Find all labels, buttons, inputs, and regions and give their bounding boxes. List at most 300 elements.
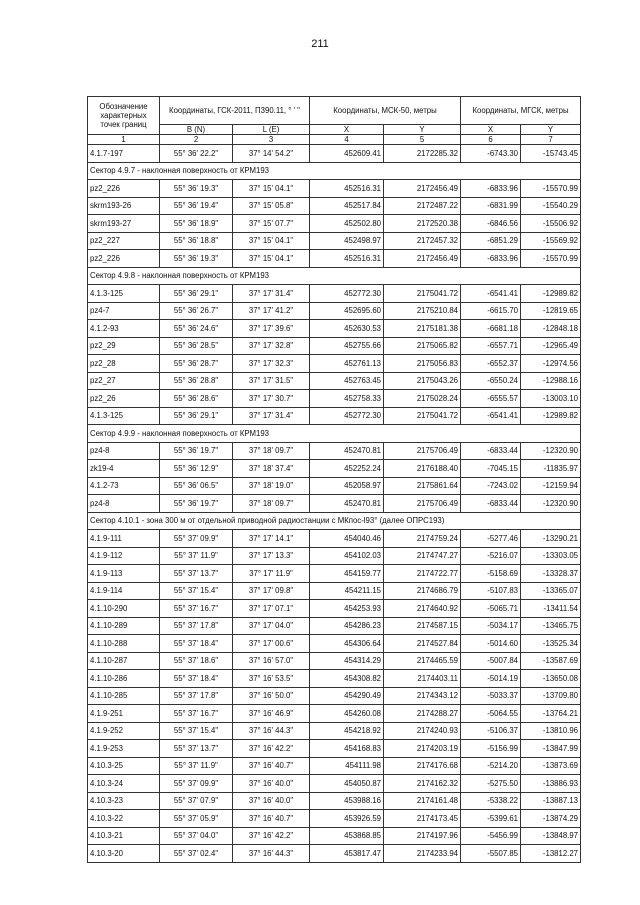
latitude-b: 55° 37' 04.0" <box>160 827 233 845</box>
msk-y: 2175043.26 <box>384 372 461 390</box>
longitude-l: 37° 17' 32.3" <box>233 355 310 373</box>
table-body <box>88 145 581 863</box>
msk-x: 452761.13 <box>310 355 384 373</box>
mgsk-y: -13328.37 <box>521 565 581 583</box>
point-designation: pz4-8 <box>88 495 160 513</box>
table-row <box>88 495 581 513</box>
table-row <box>88 775 581 793</box>
longitude-l: 37° 14' 54.2" <box>233 145 310 163</box>
mgsk-y: -13525.34 <box>521 635 581 653</box>
latitude-b: 55° 36' 28.6" <box>160 390 233 408</box>
msk-x: 454040.46 <box>310 530 384 548</box>
latitude-b: 55° 37' 15.4" <box>160 722 233 740</box>
mgsk-y: -13365.07 <box>521 582 581 600</box>
longitude-l: 37° 16' 42.2" <box>233 740 310 758</box>
point-designation: pz2_27 <box>88 372 160 390</box>
msk-y: 2175706.49 <box>384 495 461 513</box>
mgsk-y: -12819.65 <box>521 302 581 320</box>
latitude-b: 55° 37' 13.7" <box>160 740 233 758</box>
mgsk-y: -13709.80 <box>521 687 581 705</box>
table-row <box>88 285 581 303</box>
msk-y: 2174759.24 <box>384 530 461 548</box>
msk-y: 2174640.92 <box>384 600 461 618</box>
point-designation: 4.1.10-285 <box>88 687 160 705</box>
point-designation: 4.1.10-286 <box>88 670 160 688</box>
table-row <box>88 635 581 653</box>
mgsk-x: -5034.17 <box>461 617 521 635</box>
msk-x: 452758.33 <box>310 390 384 408</box>
point-designation: pz2_26 <box>88 390 160 408</box>
section-title: Сектор 4.9.7 - наклонная поверхность от КРМ193 <box>88 162 581 180</box>
longitude-l: 37° 17' 39.6" <box>233 320 310 338</box>
longitude-l: 37° 17' 41.2" <box>233 302 310 320</box>
table-row <box>88 565 581 583</box>
mgsk-x: -7243.02 <box>461 477 521 495</box>
msk-y: 2172285.32 <box>384 145 461 163</box>
longitude-l: 37° 15' 04.1" <box>233 180 310 198</box>
header-gsk: Координаты, ГСК-2011, П390.11, ° ' " <box>160 97 310 125</box>
table-row <box>88 250 581 268</box>
longitude-l: 37° 18' 19.0" <box>233 477 310 495</box>
latitude-b: 55° 36' 18.8" <box>160 232 233 250</box>
table-row <box>88 810 581 828</box>
msk-y: 2175861.64 <box>384 477 461 495</box>
mgsk-x: -5156.99 <box>461 740 521 758</box>
msk-x: 452763.45 <box>310 372 384 390</box>
column-number: 2 <box>160 135 233 145</box>
latitude-b: 55° 37' 18.4" <box>160 635 233 653</box>
msk-x: 454159.77 <box>310 565 384 583</box>
section-title: Сектор 4.9.9 - наклонная поверхность от КРМ193 <box>88 425 581 443</box>
mgsk-x: -5507.85 <box>461 845 521 863</box>
msk-y: 2174465.59 <box>384 652 461 670</box>
msk-y: 2174233.94 <box>384 845 461 863</box>
msk-x: 452252.24 <box>310 460 384 478</box>
longitude-l: 37° 17' 13.3" <box>233 547 310 565</box>
mgsk-x: -5107.83 <box>461 582 521 600</box>
msk-y: 2175065.82 <box>384 337 461 355</box>
table-row <box>88 617 581 635</box>
table-row <box>88 407 581 425</box>
point-designation: pz2_227 <box>88 232 160 250</box>
longitude-l: 37° 16' 44.3" <box>233 845 310 863</box>
msk-y: 2174173.45 <box>384 810 461 828</box>
longitude-l: 37° 17' 04.0" <box>233 617 310 635</box>
table-row <box>88 827 581 845</box>
longitude-l: 37° 17' 14.1" <box>233 530 310 548</box>
mgsk-x: -5064.55 <box>461 705 521 723</box>
mgsk-y: -12989.82 <box>521 407 581 425</box>
msk-y: 2174240.93 <box>384 722 461 740</box>
longitude-l: 37° 15' 07.7" <box>233 215 310 233</box>
mgsk-y: -13650.08 <box>521 670 581 688</box>
latitude-b: 55° 37' 15.4" <box>160 582 233 600</box>
table-row <box>88 442 581 460</box>
msk-y: 2174203.19 <box>384 740 461 758</box>
mgsk-y: -13465.75 <box>521 617 581 635</box>
table-row <box>88 372 581 390</box>
section-row <box>88 162 581 180</box>
latitude-b: 55° 37' 09.9" <box>160 530 233 548</box>
latitude-b: 55° 37' 16.7" <box>160 600 233 618</box>
table-row <box>88 547 581 565</box>
msk-y: 2174747.27 <box>384 547 461 565</box>
msk-x: 453868.85 <box>310 827 384 845</box>
table-row <box>88 180 581 198</box>
longitude-l: 37° 17' 30.7" <box>233 390 310 408</box>
subheader-y-mgsk: Y <box>521 125 581 135</box>
table-row <box>88 792 581 810</box>
msk-y: 2174197.96 <box>384 827 461 845</box>
longitude-l: 37° 16' 42.2" <box>233 827 310 845</box>
point-designation: 4.1.3-125 <box>88 285 160 303</box>
table-row <box>88 722 581 740</box>
mgsk-x: -6541.41 <box>461 407 521 425</box>
latitude-b: 55° 37' 17.8" <box>160 687 233 705</box>
table-row <box>88 320 581 338</box>
latitude-b: 55° 37' 17.8" <box>160 617 233 635</box>
msk-x: 452058.97 <box>310 477 384 495</box>
table-row <box>88 670 581 688</box>
longitude-l: 37° 15' 04.1" <box>233 232 310 250</box>
msk-x: 452498.97 <box>310 232 384 250</box>
latitude-b: 55° 36' 26.7" <box>160 302 233 320</box>
mgsk-y: -13848.97 <box>521 827 581 845</box>
latitude-b: 55° 36' 28.7" <box>160 355 233 373</box>
longitude-l: 37° 17' 31.4" <box>233 285 310 303</box>
point-designation: skrm193-26 <box>88 197 160 215</box>
msk-x: 452695.60 <box>310 302 384 320</box>
msk-y: 2172457.32 <box>384 232 461 250</box>
msk-x: 454050.87 <box>310 775 384 793</box>
point-designation: pz2_28 <box>88 355 160 373</box>
point-designation: skrm193-27 <box>88 215 160 233</box>
latitude-b: 55° 36' 06.5" <box>160 477 233 495</box>
msk-x: 452772.30 <box>310 285 384 303</box>
subheader-x-mgsk: X <box>461 125 521 135</box>
mgsk-x: -5338.22 <box>461 792 521 810</box>
msk-x: 454102.03 <box>310 547 384 565</box>
latitude-b: 55° 37' 13.7" <box>160 565 233 583</box>
mgsk-x: -5065.71 <box>461 600 521 618</box>
table-row <box>88 197 581 215</box>
header-designation: Обозначение характерных точек границ <box>88 97 160 135</box>
mgsk-x: -5399.61 <box>461 810 521 828</box>
longitude-l: 37° 15' 05.8" <box>233 197 310 215</box>
msk-y: 2175041.72 <box>384 285 461 303</box>
mgsk-y: -15569.92 <box>521 232 581 250</box>
latitude-b: 55° 36' 18.9" <box>160 215 233 233</box>
latitude-b: 55° 36' 19.3" <box>160 180 233 198</box>
table-row <box>88 232 581 250</box>
longitude-l: 37° 18' 09.7" <box>233 495 310 513</box>
column-number: 7 <box>521 135 581 145</box>
mgsk-y: -15570.99 <box>521 180 581 198</box>
msk-x: 454260.08 <box>310 705 384 723</box>
mgsk-x: -6557.71 <box>461 337 521 355</box>
table-row <box>88 477 581 495</box>
latitude-b: 55° 37' 11.9" <box>160 547 233 565</box>
mgsk-x: -6846.56 <box>461 215 521 233</box>
mgsk-x: -6743.30 <box>461 145 521 163</box>
msk-y: 2175028.24 <box>384 390 461 408</box>
mgsk-x: -5014.60 <box>461 635 521 653</box>
latitude-b: 55° 37' 16.7" <box>160 705 233 723</box>
latitude-b: 55° 36' 12.9" <box>160 460 233 478</box>
mgsk-y: -15570.99 <box>521 250 581 268</box>
latitude-b: 55° 36' 29.1" <box>160 285 233 303</box>
msk-y: 2172520.38 <box>384 215 461 233</box>
mgsk-y: -12988.16 <box>521 372 581 390</box>
longitude-l: 37° 17' 11.9" <box>233 565 310 583</box>
table-row <box>88 355 581 373</box>
header-mgsk: Координаты, МГСК, метры <box>461 97 581 125</box>
msk-y: 2175056.83 <box>384 355 461 373</box>
mgsk-x: -6833.44 <box>461 442 521 460</box>
latitude-b: 55° 37' 18.4" <box>160 670 233 688</box>
msk-y: 2176188.40 <box>384 460 461 478</box>
mgsk-x: -6615.70 <box>461 302 521 320</box>
mgsk-y: -12974.56 <box>521 355 581 373</box>
mgsk-y: -13003.10 <box>521 390 581 408</box>
msk-x: 454253.93 <box>310 600 384 618</box>
longitude-l: 37° 17' 31.4" <box>233 407 310 425</box>
point-designation: 4.10.3-23 <box>88 792 160 810</box>
point-designation: 4.1.10-289 <box>88 617 160 635</box>
mgsk-y: -13874.29 <box>521 810 581 828</box>
table-row <box>88 705 581 723</box>
latitude-b: 55° 37' 02.4" <box>160 845 233 863</box>
mgsk-y: -13290.21 <box>521 530 581 548</box>
page-number: 211 <box>311 38 329 50</box>
msk-y: 2174288.27 <box>384 705 461 723</box>
table-row <box>88 215 581 233</box>
point-designation: 4.1.2-73 <box>88 477 160 495</box>
longitude-l: 37° 17' 07.1" <box>233 600 310 618</box>
longitude-l: 37° 16' 50.0" <box>233 687 310 705</box>
msk-x: 452516.31 <box>310 250 384 268</box>
longitude-l: 37° 16' 40.7" <box>233 810 310 828</box>
point-designation: 4.10.3-25 <box>88 757 160 775</box>
latitude-b: 55° 36' 28.8" <box>160 372 233 390</box>
mgsk-x: -5456.99 <box>461 827 521 845</box>
point-designation: 4.1.9-114 <box>88 582 160 600</box>
point-designation: 4.10.3-24 <box>88 775 160 793</box>
msk-x: 454314.29 <box>310 652 384 670</box>
subheader-x-msk: X <box>310 125 384 135</box>
point-designation: 4.1.7-197 <box>88 145 160 163</box>
msk-y: 2174343.12 <box>384 687 461 705</box>
msk-y: 2175041.72 <box>384 407 461 425</box>
latitude-b: 55° 36' 19.7" <box>160 442 233 460</box>
msk-x: 452470.81 <box>310 495 384 513</box>
msk-y: 2174162.32 <box>384 775 461 793</box>
msk-x: 452755.66 <box>310 337 384 355</box>
msk-y: 2174686.79 <box>384 582 461 600</box>
coordinates-table-wrapper <box>87 96 581 863</box>
mgsk-y: -13886.93 <box>521 775 581 793</box>
mgsk-y: -11835.97 <box>521 460 581 478</box>
longitude-l: 37° 16' 57.0" <box>233 652 310 670</box>
column-number: 5 <box>384 135 461 145</box>
table-row <box>88 740 581 758</box>
subheader-y-msk: Y <box>384 125 461 135</box>
subheader-b: B (N) <box>160 125 233 135</box>
point-designation: 4.1.9-253 <box>88 740 160 758</box>
latitude-b: 55° 37' 18.6" <box>160 652 233 670</box>
latitude-b: 55° 36' 19.7" <box>160 495 233 513</box>
msk-x: 454286.23 <box>310 617 384 635</box>
latitude-b: 55° 37' 09.9" <box>160 775 233 793</box>
latitude-b: 55° 36' 28.5" <box>160 337 233 355</box>
mgsk-y: -13303.05 <box>521 547 581 565</box>
msk-y: 2172456.49 <box>384 250 461 268</box>
latitude-b: 55° 36' 29.1" <box>160 407 233 425</box>
table-row <box>88 845 581 863</box>
mgsk-x: -6555.57 <box>461 390 521 408</box>
section-title: Сектор 4.9.8 - наклонная поверхность от КРМ193 <box>88 267 581 285</box>
latitude-b: 55° 36' 19.3" <box>160 250 233 268</box>
msk-y: 2174161.48 <box>384 792 461 810</box>
mgsk-x: -6541.41 <box>461 285 521 303</box>
column-number: 6 <box>461 135 521 145</box>
mgsk-x: -5033.37 <box>461 687 521 705</box>
table-row <box>88 530 581 548</box>
point-designation: 4.10.3-21 <box>88 827 160 845</box>
mgsk-y: -13873.69 <box>521 757 581 775</box>
mgsk-y: -13812.27 <box>521 845 581 863</box>
longitude-l: 37° 16' 40.0" <box>233 792 310 810</box>
table-row <box>88 582 581 600</box>
longitude-l: 37° 16' 40.7" <box>233 757 310 775</box>
mgsk-y: -13587.69 <box>521 652 581 670</box>
msk-x: 453817.47 <box>310 845 384 863</box>
mgsk-y: -12159.94 <box>521 477 581 495</box>
latitude-b: 55° 36' 24.6" <box>160 320 233 338</box>
mgsk-x: -5275.50 <box>461 775 521 793</box>
mgsk-y: -13411.54 <box>521 600 581 618</box>
longitude-l: 37° 17' 31.5" <box>233 372 310 390</box>
longitude-l: 37° 16' 46.9" <box>233 705 310 723</box>
msk-x: 453988.16 <box>310 792 384 810</box>
mgsk-x: -5216.07 <box>461 547 521 565</box>
latitude-b: 55° 36' 22.2" <box>160 145 233 163</box>
point-designation: pz4-8 <box>88 442 160 460</box>
msk-x: 452516.31 <box>310 180 384 198</box>
point-designation: 4.1.9-111 <box>88 530 160 548</box>
latitude-b: 55° 37' 05.9" <box>160 810 233 828</box>
column-number: 4 <box>310 135 384 145</box>
column-number: 3 <box>233 135 310 145</box>
table-row <box>88 652 581 670</box>
msk-x: 454211.15 <box>310 582 384 600</box>
table-row <box>88 757 581 775</box>
mgsk-x: -6833.96 <box>461 180 521 198</box>
table-row <box>88 145 581 163</box>
msk-y: 2172456.49 <box>384 180 461 198</box>
point-designation: pz4-7 <box>88 302 160 320</box>
msk-y: 2174587.15 <box>384 617 461 635</box>
mgsk-x: -5106.37 <box>461 722 521 740</box>
mgsk-x: -5277.46 <box>461 530 521 548</box>
table-row <box>88 460 581 478</box>
msk-x: 454218.92 <box>310 722 384 740</box>
mgsk-x: -5014.19 <box>461 670 521 688</box>
point-designation: 4.1.3-125 <box>88 407 160 425</box>
coordinates-table <box>87 96 581 863</box>
subheader-l: L (E) <box>233 125 310 135</box>
msk-x: 454168.83 <box>310 740 384 758</box>
mgsk-x: -6552.37 <box>461 355 521 373</box>
section-title: Сектор 4.10.1 - зона 300 м от отдельной приводной радиостанции с МКпос-l93° (далее ОПРС193) <box>88 512 581 530</box>
point-designation: 4.1.9-112 <box>88 547 160 565</box>
mgsk-x: -7045.15 <box>461 460 521 478</box>
header-msk: Координаты, МСК-50, метры <box>310 97 461 125</box>
point-designation: 4.1.10-290 <box>88 600 160 618</box>
point-designation: 4.1.9-113 <box>88 565 160 583</box>
table-row <box>88 302 581 320</box>
msk-x: 453926.59 <box>310 810 384 828</box>
msk-x: 454111.98 <box>310 757 384 775</box>
msk-y: 2174722.77 <box>384 565 461 583</box>
msk-x: 452772.30 <box>310 407 384 425</box>
point-designation: 4.1.10-288 <box>88 635 160 653</box>
msk-x: 452630.53 <box>310 320 384 338</box>
msk-x: 452517.84 <box>310 197 384 215</box>
mgsk-y: -13887.13 <box>521 792 581 810</box>
msk-y: 2172487.22 <box>384 197 461 215</box>
latitude-b: 55° 36' 19.4" <box>160 197 233 215</box>
mgsk-y: -13847.99 <box>521 740 581 758</box>
longitude-l: 37° 17' 09.8" <box>233 582 310 600</box>
section-row <box>88 267 581 285</box>
table-row <box>88 337 581 355</box>
mgsk-y: -12965.49 <box>521 337 581 355</box>
point-designation: 4.10.3-20 <box>88 845 160 863</box>
point-designation: zk19-4 <box>88 460 160 478</box>
mgsk-y: -12320.90 <box>521 442 581 460</box>
msk-y: 2175210.84 <box>384 302 461 320</box>
point-designation: 4.10.3-22 <box>88 810 160 828</box>
point-designation: pz2_226 <box>88 250 160 268</box>
mgsk-x: -6833.44 <box>461 495 521 513</box>
mgsk-x: -6851.29 <box>461 232 521 250</box>
section-row <box>88 512 581 530</box>
mgsk-x: -5158.69 <box>461 565 521 583</box>
msk-y: 2175706.49 <box>384 442 461 460</box>
longitude-l: 37° 18' 09.7" <box>233 442 310 460</box>
mgsk-y: -15506.92 <box>521 215 581 233</box>
mgsk-x: -6550.24 <box>461 372 521 390</box>
table-row <box>88 600 581 618</box>
msk-x: 454306.64 <box>310 635 384 653</box>
msk-y: 2174527.84 <box>384 635 461 653</box>
msk-x: 454308.82 <box>310 670 384 688</box>
latitude-b: 55° 37' 07.9" <box>160 792 233 810</box>
msk-y: 2175181.38 <box>384 320 461 338</box>
point-designation: 4.1.10-287 <box>88 652 160 670</box>
msk-x: 454290.49 <box>310 687 384 705</box>
mgsk-x: -6831.99 <box>461 197 521 215</box>
point-designation: 4.1.9-251 <box>88 705 160 723</box>
mgsk-x: -5214.20 <box>461 757 521 775</box>
msk-x: 452609.41 <box>310 145 384 163</box>
longitude-l: 37° 15' 04.1" <box>233 250 310 268</box>
mgsk-y: -15743.45 <box>521 145 581 163</box>
latitude-b: 55° 37' 11.9" <box>160 757 233 775</box>
mgsk-y: -12320.90 <box>521 495 581 513</box>
msk-y: 2174176.68 <box>384 757 461 775</box>
